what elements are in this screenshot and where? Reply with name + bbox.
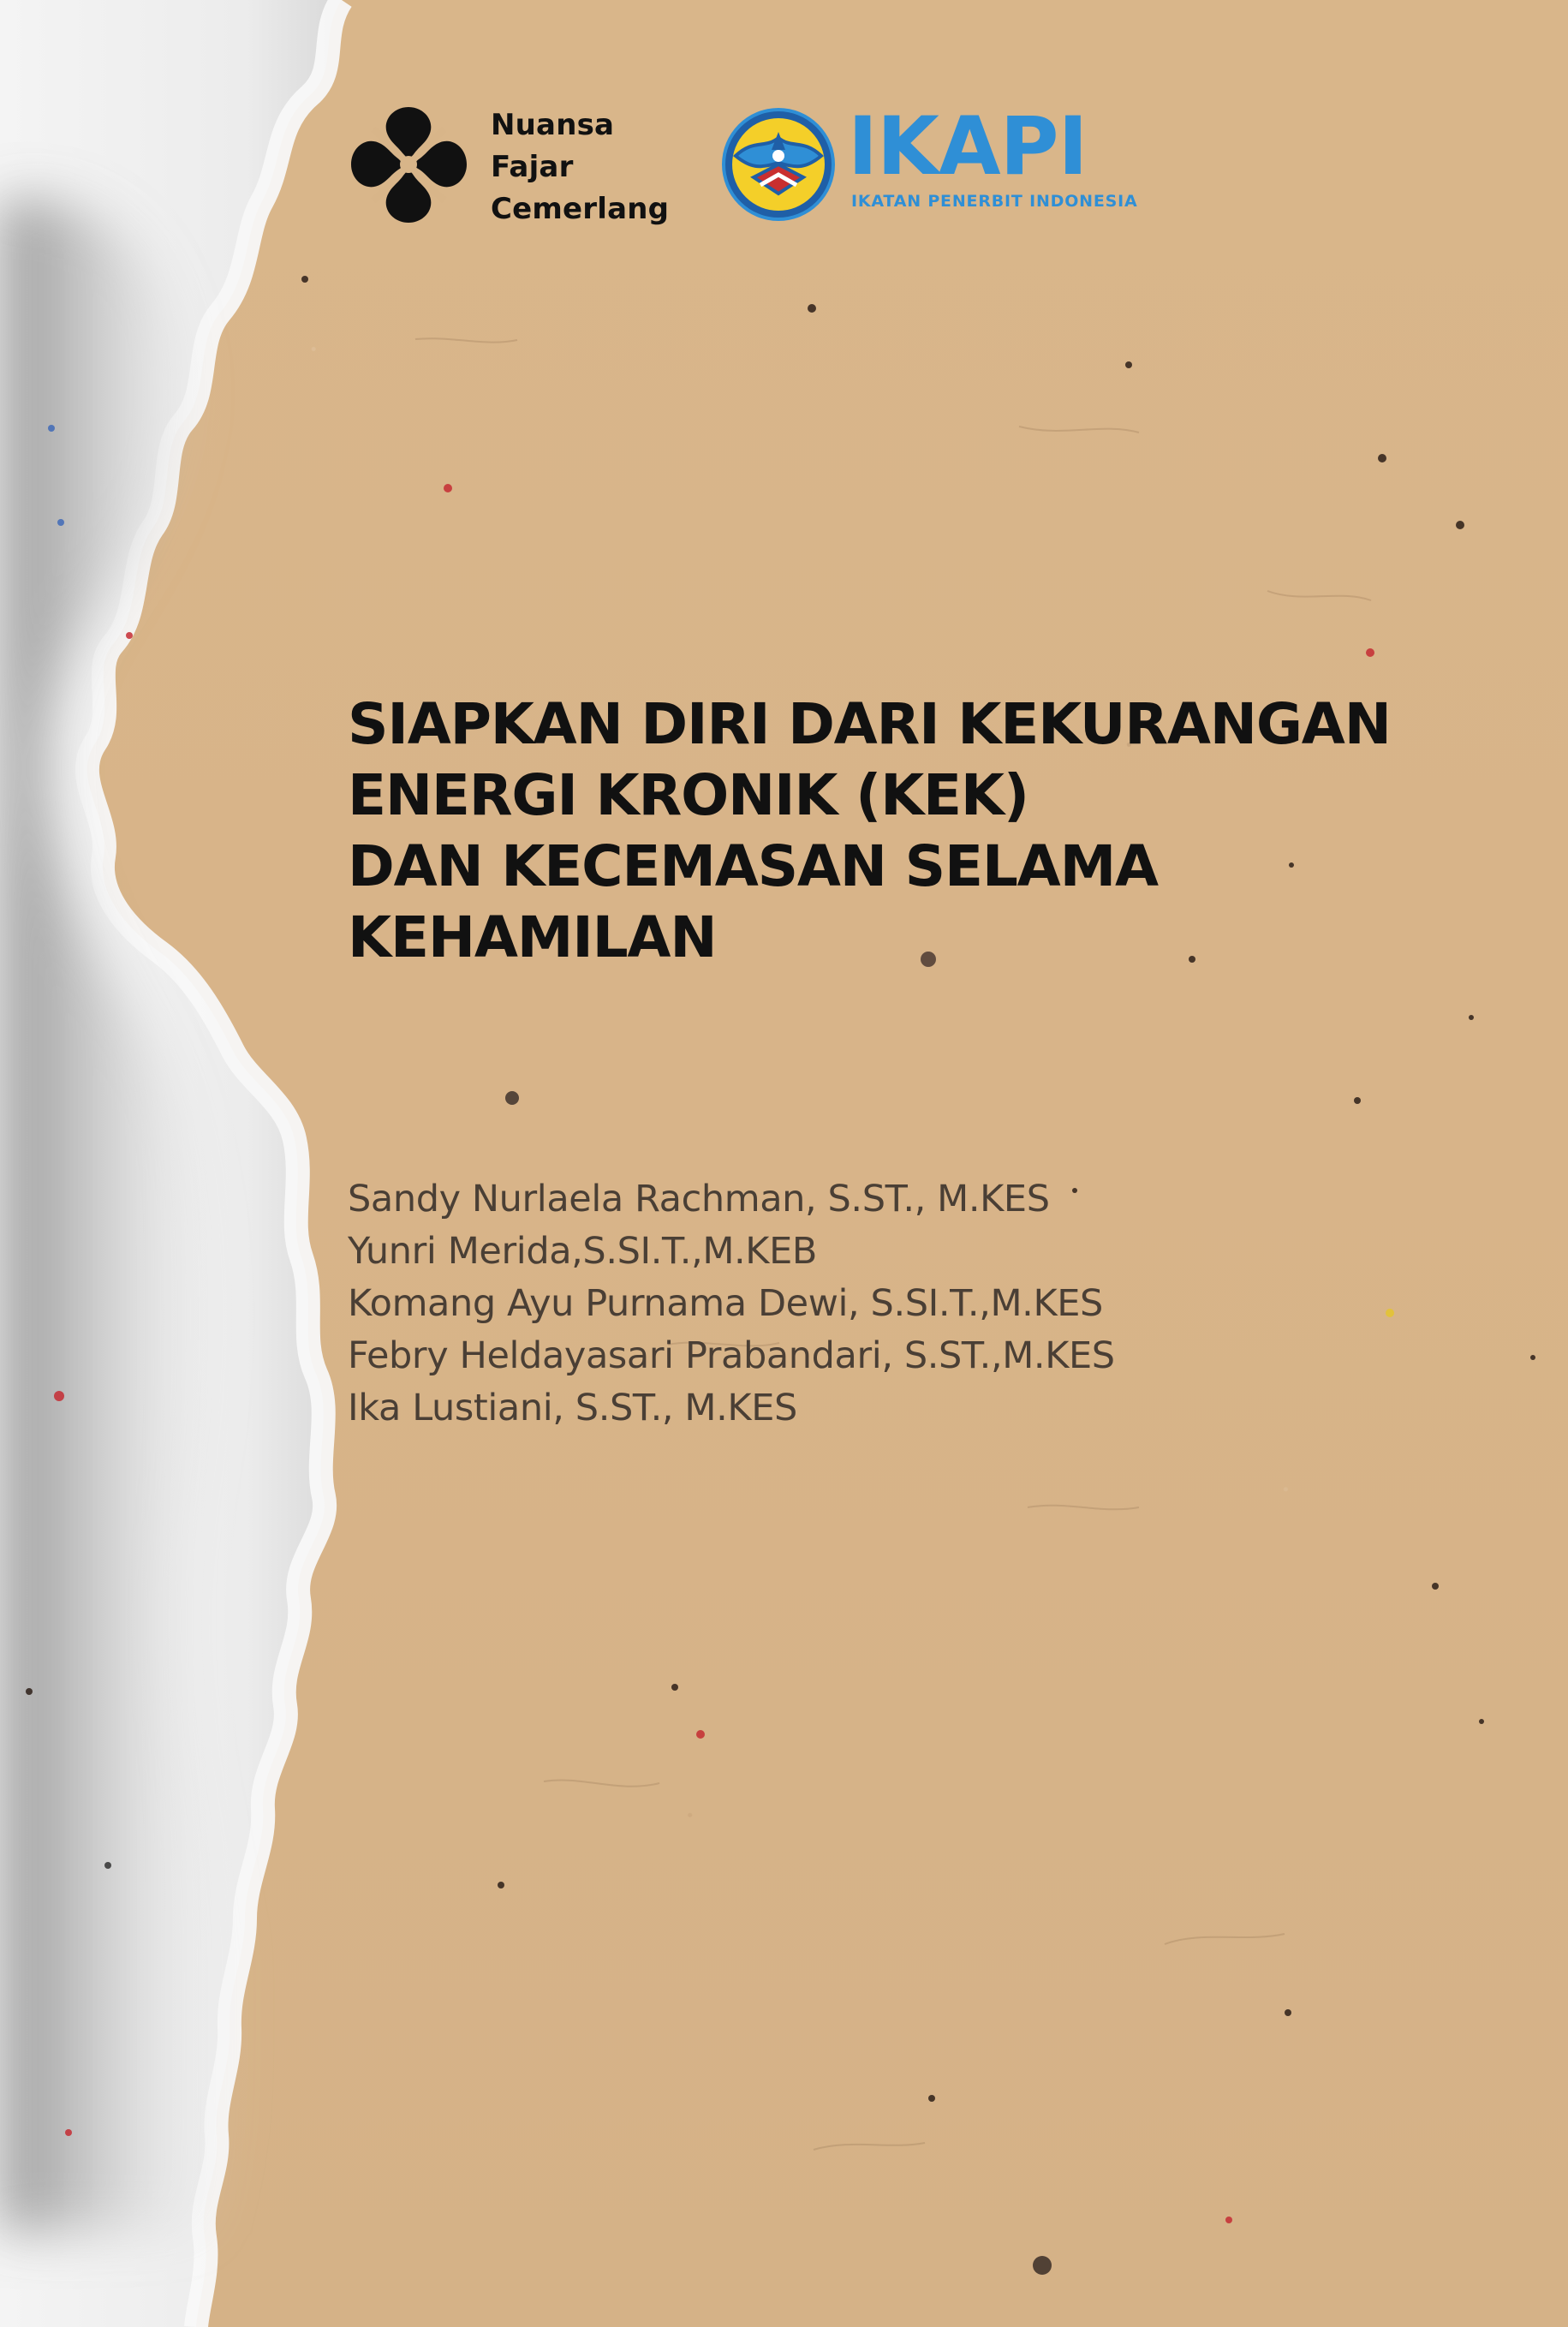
author-2: Yunri Merida,S.SI.T.,M.KEB (348, 1230, 817, 1273)
author-3: Komang Ayu Purnama Dewi, S.SI.T.,M.KES (348, 1282, 1103, 1325)
title-line-2: ENERGI KRONIK (KEK) (348, 762, 1028, 828)
ikapi-subtitle: IKATAN PENERBIT INDONESIA (851, 192, 1138, 211)
title-line-3: DAN KECEMASAN SELAMA (348, 833, 1158, 899)
author-1: Sandy Nurlaela Rachman, S.ST., M.KES (348, 1178, 1050, 1220)
nuansa-fajar-cemerlang-logo-icon (347, 103, 471, 227)
publisher-name-line-1: Nuansa (491, 108, 615, 142)
title-line-1: SIAPKAN DIRI DARI KEKURANGAN (348, 691, 1391, 757)
publisher-name-line-3: Cemerlang (491, 192, 670, 226)
title-line-4: KEHAMILAN (348, 904, 717, 970)
ikapi-emblem-icon (717, 103, 841, 227)
author-5: Ika Lustiani, S.ST., M.KES (348, 1387, 797, 1429)
nuansa-publisher-name (491, 104, 713, 230)
author-list (348, 1173, 1375, 1435)
author-4: Febry Heldayasari Prabandari, S.ST.,M.KES (348, 1334, 1115, 1377)
publisher-logos (347, 100, 1138, 240)
ikapi-wordmark: IKAPI (848, 100, 1088, 194)
book-title (348, 689, 1478, 973)
publisher-name-line-2: Fajar (491, 150, 574, 184)
